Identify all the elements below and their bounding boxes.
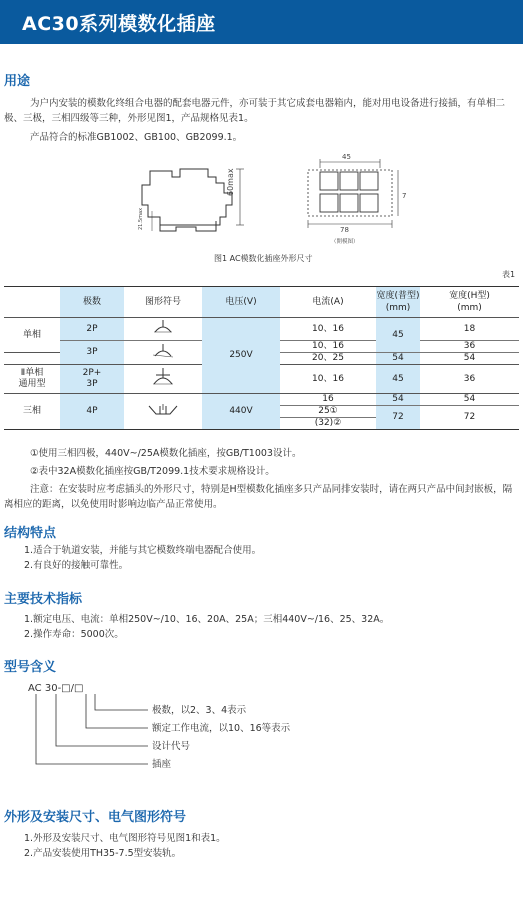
model-legend-current: 额定工作电流，以10、16等表示 [152, 723, 291, 734]
usage-paragraph: 为户内安装的模数化终组合电器的配套电器元件，亦可装于其它成套电器箱内，能对用电设备进行接插，有单相二极、三极，三相四级等三种，外形见图1，产品规格见表1。 [4, 98, 506, 124]
width-std-2: 54 [376, 353, 420, 365]
width-std-1: 45 [376, 318, 420, 353]
group-universal-line1: Ⅱ单相 [20, 368, 44, 378]
install-title: 外形及安装尺寸、电气图形符号 [4, 810, 187, 825]
page-title: AC30系列模数化插座 [22, 13, 216, 35]
group-single: 单相 [4, 318, 60, 353]
install-item-1: 1.外形及安装尺寸、电气图形符号见图1和表1。 [24, 833, 226, 844]
model-code-diagram [30, 694, 155, 770]
current-row-7: (32)② [280, 418, 376, 430]
current-row-4: 10、16 [280, 365, 376, 394]
figure-caption: 图1 AC模数化插座外形尺寸 [214, 254, 313, 263]
dim-top-label: 45 [342, 153, 351, 161]
width-std-3: 45 [376, 365, 420, 394]
tech-title: 主要技术指标 [4, 592, 83, 607]
spec-table [4, 286, 519, 430]
note-1: ①使用三相四极，440V~/25A模数化插座，按GB/T1003设计。 [30, 448, 302, 459]
pole-2p: 2P [60, 318, 124, 341]
note-caution: 注意：在安装时应考虑插头的外形尺寸，特别是H型模数化插座多只产品同排安装时，请在两只产品中间封嵌板，隔离相应的距离，以免使用时影响边临产品正常使用。 [4, 484, 513, 510]
header-symbol: 图形符号 [124, 287, 202, 318]
header-width-std: 宽度(普型) (mm) [376, 287, 420, 318]
width-h-2: 36 [420, 341, 519, 353]
usage-title: 用途 [4, 74, 31, 89]
model-legend-design: 设计代号 [152, 741, 191, 752]
width-h-1: 18 [420, 318, 519, 341]
structure-item-1: 1.适合于轨道安装，并能与其它模数终端电器配合使用。 [24, 545, 262, 556]
current-row-3: 20、25 [280, 353, 376, 365]
group-universal-line2: 通用型 [18, 379, 46, 389]
pole-3p: 3P [60, 341, 124, 365]
voltage-250v: 250V [202, 318, 280, 394]
pole-universal [60, 365, 124, 394]
dim-bottom-label: 78 [340, 226, 349, 234]
model-code-suffix: -□/□ [57, 683, 84, 694]
model-legend-poles: 极数，以2、3、4表示 [152, 705, 247, 716]
model-legend-socket: 插座 [152, 759, 172, 770]
width-std-4: 54 [376, 394, 420, 406]
dim-side-label: 7 [402, 192, 407, 200]
width-h-5: 54 [420, 394, 519, 406]
symbol-2p [124, 318, 202, 341]
structure-item-2: 2.有良好的接触可靠性。 [24, 560, 129, 571]
symbol-universal [124, 365, 202, 394]
current-row-2: 10、16 [280, 341, 376, 353]
current-row-1: 10、16 [280, 318, 376, 341]
symbol-4p [124, 394, 202, 430]
header-width-h: 宽度(H型) (mm) [420, 287, 519, 318]
width-std-5: 72 [376, 406, 420, 430]
pole-3p-b: 3P [86, 379, 98, 389]
width-h-3: 54 [420, 353, 519, 365]
install-item-2: 2.产品安装使用TH35-7.5型安装轨。 [24, 848, 182, 859]
page-header [0, 0, 523, 44]
pole-4p: 4P [60, 394, 124, 430]
tech-item-1: 1.额定电压、电流：单相250V~/10、16、20A、25A；三相440V~/16、25、32A。 [24, 614, 390, 625]
group-universal [4, 365, 60, 394]
table-label: 表1 [502, 270, 516, 279]
width-h-6: 72 [420, 406, 519, 430]
current-row-6: 25① [280, 406, 376, 418]
structure-title: 结构特点 [4, 526, 57, 541]
tech-item-2: 2.操作寿命：5000次。 [24, 629, 124, 640]
model-code-series: 30 [44, 683, 58, 694]
header-current: 电流(A) [280, 287, 376, 318]
dim-rail-label: 21.5max [138, 207, 144, 230]
cutout-note: （開模图） [331, 239, 359, 245]
symbol-3p [124, 341, 202, 365]
usage-standard: 产品符合的标准GB1002、GB100、GB2099.1。 [30, 132, 243, 143]
figure-cutout-view [300, 156, 410, 246]
dim-height-label: 60max [226, 168, 235, 196]
header-poles: 极数 [60, 287, 124, 318]
note-2: ②表中32A模数化插座按GB/T2099.1技术要求规格设计。 [30, 466, 275, 477]
pole-2p-plus: 2P+ [82, 368, 102, 378]
voltage-440v: 440V [202, 394, 280, 430]
width-h-4: 36 [420, 365, 519, 394]
model-title: 型号含义 [4, 660, 57, 675]
current-row-5: 16 [280, 394, 376, 406]
group-three: 三相 [4, 394, 60, 430]
header-voltage: 电压(V) [202, 287, 280, 318]
model-code-prefix: AC [28, 683, 42, 694]
